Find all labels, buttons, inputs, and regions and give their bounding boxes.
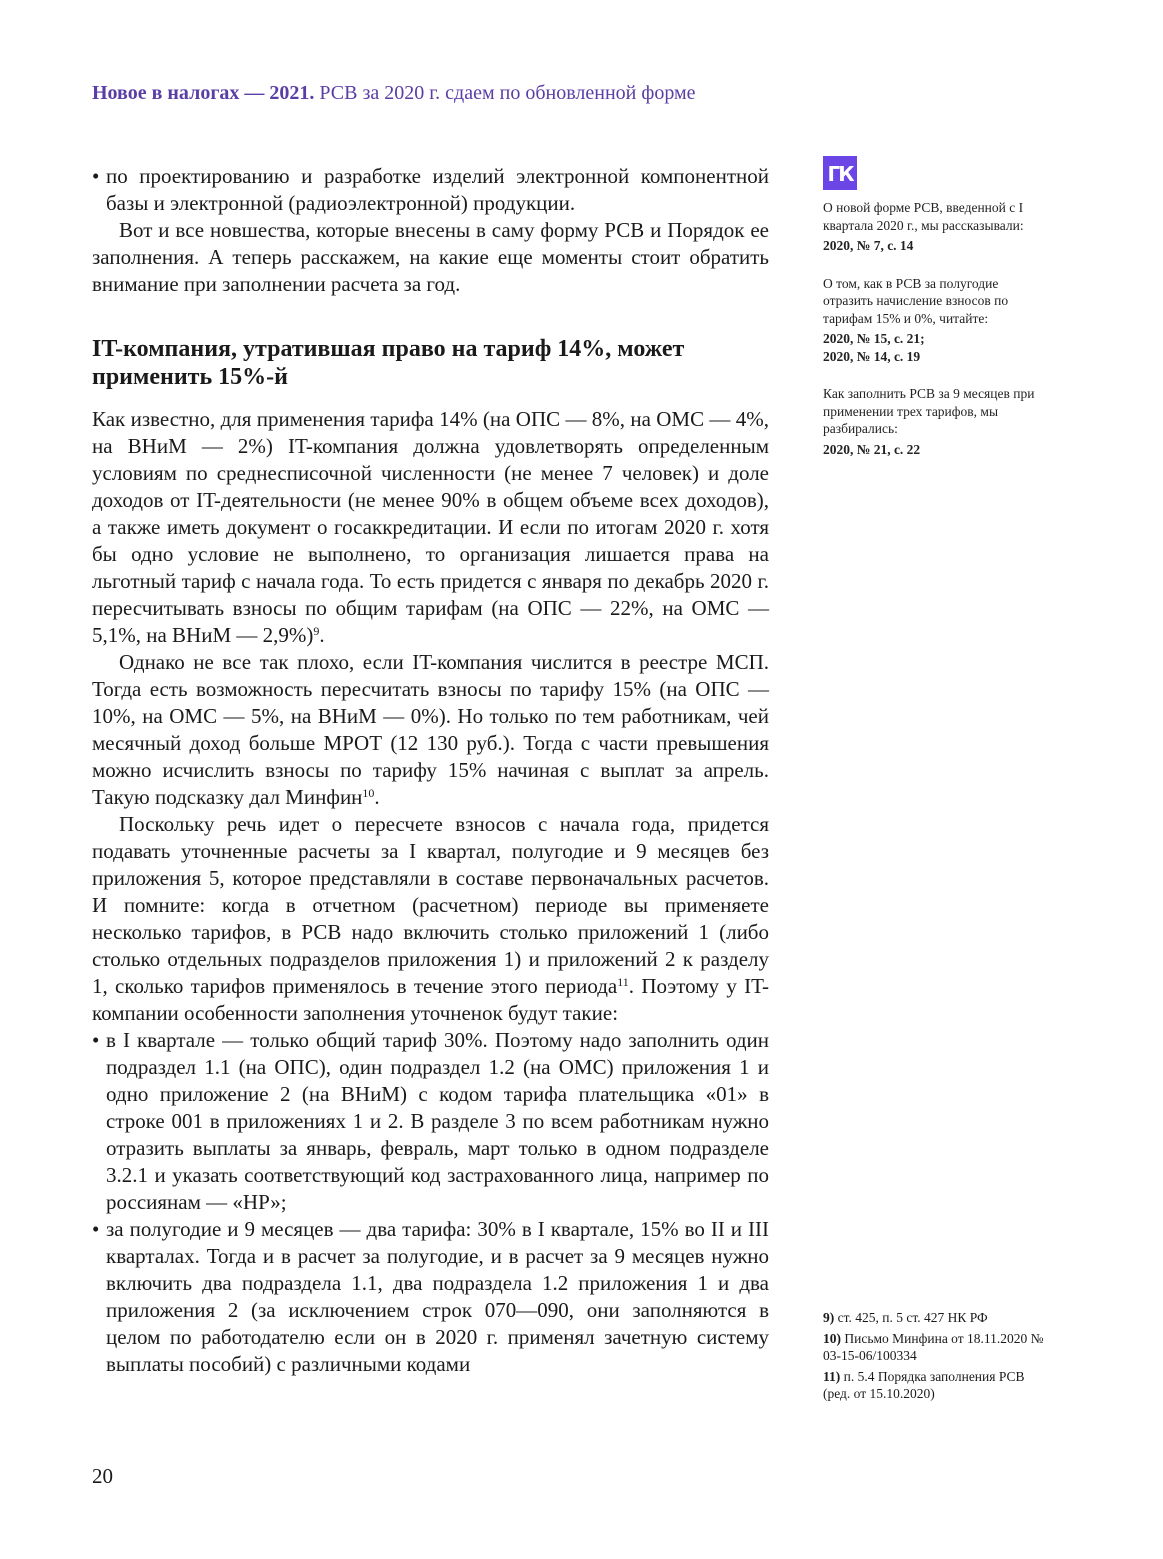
paragraph: Однако не все так плохо, если IT-компания числится в реестре МСП. Тогда есть возможность пересчитать взносы по тарифу 15% (на ОПС — 10%, на ОМС — 5%, на ВНиМ — 0%). Но только по тем работникам, чей месячный доход больше МРОТ (12 130 руб.). Тогда с части превышения можно исчислить взносы по тарифу 15% начиная с выплат за апрель. Такую подсказку дал Минфин$^{10}$.: [92, 650, 769, 809]
footnote: [823, 1309, 1063, 1327]
paragraph-text: Поскольку речь идет о пересчете взносов с начала года, придется подавать уточненные расчеты за I квартал, полугодие и 9 месяцев без приложения 5, которое представляли в составе первоначальных расчетов. И помните: когда в отчетном (расчетном) периоде вы применяете несколько тарифов, в РСВ надо включить столько приложений 1 (либо столько отдельных подразделов приложения 1) и приложений 2 к разделу 1, сколько тарифов применялось в течение этого периода: [92, 812, 769, 998]
footnote-text: п. 5.4 Порядка заполнения РСВ (ред. от 15.10.2020): [823, 1368, 1025, 1401]
sidebar-note: [823, 275, 1051, 366]
footnote-number: 11): [823, 1368, 841, 1384]
footnote-number: 9): [823, 1310, 835, 1325]
list-item: • в I квартале — только общий тариф 30%. Поэтому надо заполнить один подраздел 1.1 (на ОПС), один подраздел 1.2 (на ОМС) приложения 1 и одно приложение 2 (на ВНиМ) с кодом тарифа плательщика «01» в строке 001 в приложениях 1 и 2. В разделе 3 по всем работникам нужно отразить выплаты за январь, февраль, март только в одном подразделе 3.2.1 и указать соответствующий код застрахованного лица, например по россиянам — «НР»;: [92, 1027, 769, 1216]
header-title: РСВ за 2020 г. сдаем по обновленной форме: [319, 82, 696, 104]
paragraph-text: . Поэтому у IT-компании особенности заполнения уточненок будут такие:: [92, 974, 769, 1025]
footnote: [823, 1368, 1048, 1403]
header-section: Новое в налогах — 2021.: [92, 82, 315, 104]
sidebar-note: [823, 385, 1051, 458]
list-item: • за полугодие и 9 месяцев — два тарифа: 30% в I квартале, 15% во II и III кварталах. Тогда и в расчет за полугодие, и в расчет за 9 месяцев нужно включить два подраздела 1.1, два подраздела 1.2 приложения 1 и два приложения 2 (за исключением строк 070—090, они заполняются в целом по работодателю если он в 2020 г. применял зачетную систему выплаты пособий) с различными кодами: [92, 1216, 769, 1378]
note-reference: 2020, № 14, с. 19: [823, 348, 921, 364]
footnotes: [823, 1309, 1063, 1406]
paragraph: Вот и все новшества, которые внесены в саму форму РСВ и Порядок ее заполнения. А теперь расскажем, на какие еще моменты стоит обратить внимание при заполнении расчета за год.: [92, 218, 769, 296]
note-reference: 2020, № 21, с. 22: [823, 441, 921, 457]
sidebar-note: [823, 199, 1051, 255]
footnote-ref: 9: [313, 624, 320, 638]
paragraph: [92, 811, 769, 1027]
paragraph: Как известно, для применения тарифа 14% (на ОПС — 8%, на ОМС — 4%, на ВНиМ — 2%) IT-компания должна удовлетворять определенным условиям по среднесписочной численности (не менее 7 человек) и доле доходов от IT-деятельности (не менее 90% в общем объеме всех доходов), а также иметь документ о госаккредитации. И если по итогам 2020 г. хотя бы одно условие не выполнено, то организация лишается права на льготный тариф с начала года. То есть придется с января по декабрь 2020 г. пересчитывать взносы по общим тарифам (на ОПС — 22%, на ОМС — 5,1%, на ВНиМ — 2,9%)$^9$.: [92, 407, 769, 647]
sidebar: [823, 156, 1051, 478]
note-reference: 2020, № 7, с. 14: [823, 238, 914, 253]
list-item: • по проектированию и разработке изделий электронной компонентной базы и электронной (радиоэлектронной) продукции.: [92, 163, 769, 217]
footnote: [823, 1330, 1053, 1365]
footnote-number: 10): [823, 1330, 841, 1346]
footnote-ref: 11: [617, 975, 629, 989]
section-heading: IT-компания, утратившая право на тариф 14%, может применить 15%-й: [92, 336, 685, 390]
running-header: [92, 82, 696, 105]
note-text: Как заполнить РСВ за 9 месяцев при применении трех тарифов, мы разбирались:: [823, 386, 1035, 436]
note-text: О том, как в РСВ за полугодие отразить начисление взносов по тарифам 15% и 0%, читайте:: [823, 275, 1009, 326]
gk-logo: ГК: [823, 156, 857, 190]
page-number: 20: [92, 1464, 113, 1488]
footnote-text: ст. 425, п. 5 ст. 427 НК РФ: [837, 1310, 988, 1325]
paragraph-text: Однако не все так плохо, если IT-компания числится в реестре МСП. Тогда есть возможность пересчитать взносы по тарифу 15% (на ОПС — 10%, на ОМС — 5%, на ВНиМ — 0%). Но только по тем работникам, чей месячный доход больше МРОТ (12 130 руб.). Тогда с части превышения можно исчислить взносы по тарифу 15% начиная с выплат за апрель. Такую подсказку дал Минфин: [92, 650, 769, 809]
paragraph-text: Как известно, для применения тарифа 14% (на ОПС — 8%, на ОМС — 4%, на ВНиМ — 2%) IT-компания должна удовлетворять определенным условиям по среднесписочной численности (не менее 7 человек) и доле доходов от IT-деятельности (не менее 90% в общем объеме всех доходов), а также иметь документ о госаккредитации. И если по итогам 2020 г. хотя бы одно условие не выполнено, то организация лишается права на льготный тариф с начала года. То есть придется с января по декабрь 2020 г. пересчитывать взносы по общим тарифам (на ОПС — 22%, на ОМС — 5,1%, на ВНиМ — 2,9%): [92, 407, 769, 647]
note-reference: 2020, № 15, с. 21;: [823, 331, 925, 346]
main-text: [92, 163, 769, 1378]
footnote-text: Письмо Минфина от 18.11.2020 № 03-15-06/100334: [823, 1330, 1044, 1363]
footnote-ref: 10: [362, 786, 375, 800]
note-text: О новой форме РСВ, введенной с I квартала 2020 г., мы рассказывали:: [823, 200, 1024, 233]
